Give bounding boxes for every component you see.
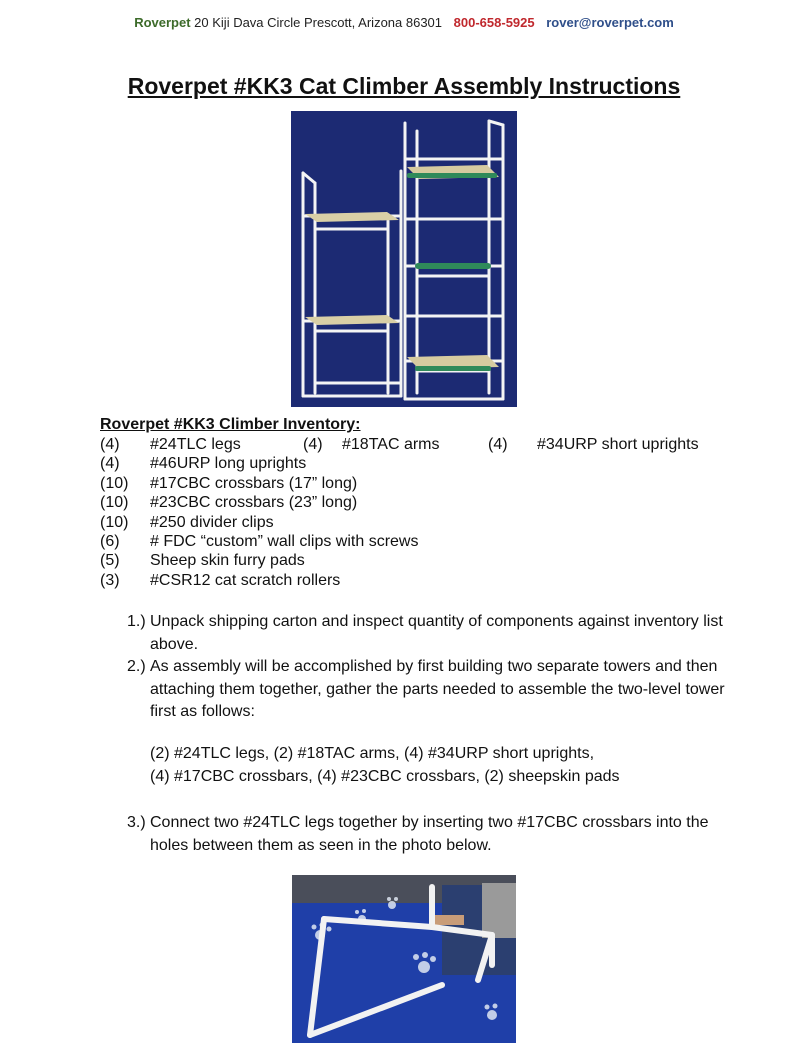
inventory-item: #46URP long uprights xyxy=(150,455,307,473)
header-email[interactable]: rover@roverpet.com xyxy=(546,15,674,30)
header-brand: Roverpet xyxy=(134,15,191,30)
inventory-item: #250 divider clips xyxy=(150,513,274,531)
header-address: 20 Kiji Dava Circle Prescott, Arizona 86301 xyxy=(194,15,443,30)
step-text: Connect two #24TLC legs together by inserting two #17CBC crossbars into the holes between them as seen in the photo below. xyxy=(150,814,709,854)
inventory-qty: (4) xyxy=(303,436,323,453)
step-number: 3.) xyxy=(127,814,146,831)
step-text: Unpack shipping carton and inspect quantity of components against inventory list above. xyxy=(150,613,723,653)
inventory-item: #34URP short uprights xyxy=(537,436,699,453)
assembly-photo xyxy=(292,875,516,1043)
inventory-item: #18TAC arms xyxy=(342,436,440,453)
parts-list xyxy=(150,743,620,788)
inventory-qty: (6) xyxy=(100,532,120,550)
inventory-item: #23CBC crossbars (23” long) xyxy=(150,494,358,512)
step-number: 2.) xyxy=(127,658,146,675)
inventory-qty: (10) xyxy=(100,494,129,512)
inventory-qty: (4) xyxy=(100,436,120,453)
step-2 xyxy=(127,656,727,724)
step-3 xyxy=(127,812,727,857)
header-phone: 800-658-5925 xyxy=(453,15,535,30)
cat-climber-photo xyxy=(291,111,517,407)
inventory-item: #CSR12 cat scratch rollers xyxy=(150,571,341,589)
inventory-heading: Roverpet #KK3 Climber Inventory: xyxy=(100,416,361,433)
step-number: 1.) xyxy=(127,613,146,630)
parts-line-1: (2) #24TLC legs, (2) #18TAC arms, (4) #34URP short uprights, xyxy=(150,745,595,762)
step-1 xyxy=(127,611,727,656)
inventory-qty: (3) xyxy=(100,571,120,589)
inventory-qty: (5) xyxy=(100,552,120,570)
step-text: As assembly will be accomplished by first building two separate towers and then attaching them together, gather the parts needed to assemble the two-level tower first as follows: xyxy=(150,658,725,720)
inventory-item: Sheep skin furry pads xyxy=(150,552,305,570)
inventory-item: #17CBC crossbars (17” long) xyxy=(150,474,358,492)
page-header xyxy=(0,15,808,30)
inventory-qty: (10) xyxy=(100,474,129,492)
page-title: Roverpet #KK3 Cat Climber Assembly Instructions xyxy=(127,73,681,99)
parts-line-2: (4) #17CBC crossbars, (4) #23CBC crossbars, (2) sheepskin pads xyxy=(150,767,620,785)
inventory-item: #24TLC legs xyxy=(150,436,241,453)
inventory-qty: (4) xyxy=(100,455,120,473)
inventory-qty: (4) xyxy=(488,436,508,453)
instruction-steps xyxy=(127,611,727,724)
inventory-qty: (10) xyxy=(100,513,129,531)
inventory-item: # FDC “custom” wall clips with screws xyxy=(150,532,419,550)
